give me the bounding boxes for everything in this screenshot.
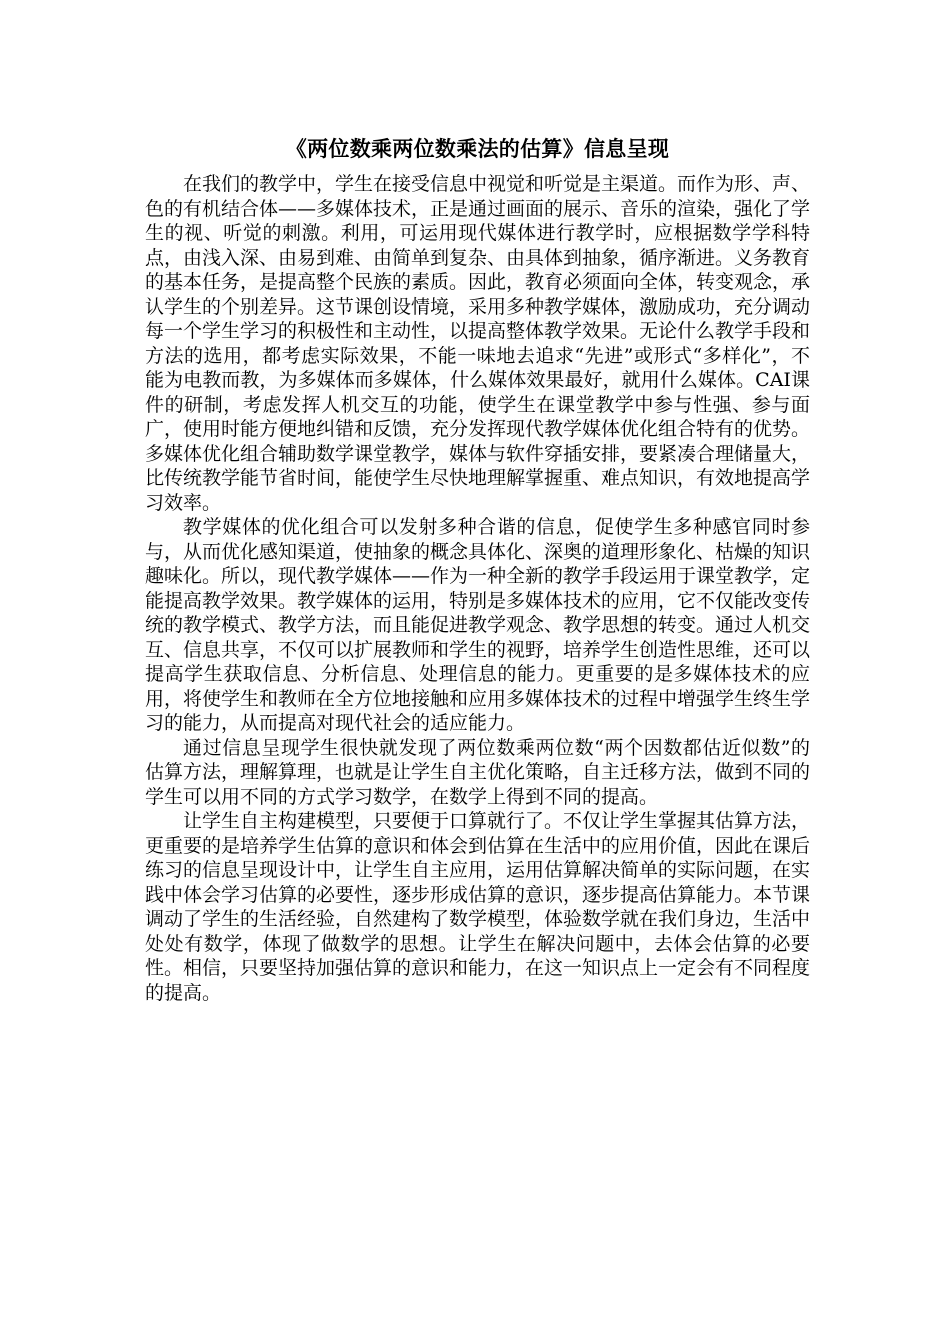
page-title: 《两位数乘两位数乘法的估算》信息呈现: [285, 137, 670, 161]
paragraph-estimation-method: 通过信息呈现学生很快就发现了两位数乘两位数“两个因数都估近似数”的估算方法，理解算理，也就是让学生自主优化策略，自主迁移方法，做到不同的学生可以用不同的方式学习数学，在数学上得到不同的提高。: [145, 736, 811, 808]
document-page: [145, 132, 810, 1005]
paragraph-media-optimization: 教学媒体的优化组合可以发射多种合谐的信息，促使学生多种感官同时参与，从而优化感知渠道，使抽象的概念具体化、深奥的道理形象化、枯燥的知识趣味化。所以，现代教学媒体——作为一种全新的教学手段运用于课堂教学，定能提高教学效果。教学媒体的运用，特别是多媒体技术的应用，它不仅能改变传统的教学模式、教学方法，而且能促进教学观念、教学思想的转变。通过人机交互、信息共享，不仅可以扩展教师和学生的视野，培养学生创造性思维，还可以提高学生获取信息、分析信息、处理信息的能力。更重要的是多媒体技术的应用，将使学生和教师在全方位地接触和应用多媒体技术的过程中增强学生终生学习的能力，从而提高对现代社会的适应能力。: [145, 516, 811, 734]
paragraph-estimation-awareness: 让学生自主构建模型，只要便于口算就行了。不仅让学生掌握其估算方法，更重要的是培养学生估算的意识和体会到估算在生活中的应用价值，因此在课后练习的信息呈现设计中，让学生自主应用，运用估算解决简单的实际问题，在实践中体会学习估算的必要性，逐步形成估算的意识，逐步提高估算能力。本节课调动了学生的生活经验，自然建构了数学模型，体验数学就在我们身边，生活中处处有数学，体现了做数学的思想。让学生在解决问题中，去体会估算的必要性。相信，只要坚持加强估算的意识和能力，在这一知识点上一定会有不同程度的提高。: [145, 810, 811, 1004]
paragraph-multimedia-channels: 在我们的教学中，学生在接受信息中视觉和听觉是主渠道。而作为形、声、色的有机结合体——多媒体技术，正是通过画面的展示、音乐的渲染，强化了学生的视、听觉的刺激。利用，可运用现代媒体进行教学时，应根据数学学科特点，由浅入深、由易到难、由简单到复杂、由具体到抽象，循序渐进。义务教育的基本任务，是提高整个民族的素质。因此，教育必须面向全体，转变观念，承认学生的个别差异。这节课创设情境，采用多种教学媒体，激励成功，充分调动每一个学生学习的积极性和主动性，以提高整体教学效果。无论什么教学手段和方法的选用，都考虑实际效果，不能一味地去追求“先进”或形式“多样化”，不能为电教而教，为多媒体而多媒体，什么媒体效果最好，就用什么媒体。CAI课件的研制，考虑发挥人机交互的功能，使学生在课堂教学中参与性强、参与面广，使用时能方便地纠错和反馈，充分发挥现代教学媒体优化组合特有的优势。多媒体优化组合辅助数学课堂教学，媒体与软件穿插安排，要紧凑合理储量大，比传统教学能节省时间，能使学生尽快地理解掌握重、难点知识，有效地提高学习效率。: [145, 173, 811, 514]
